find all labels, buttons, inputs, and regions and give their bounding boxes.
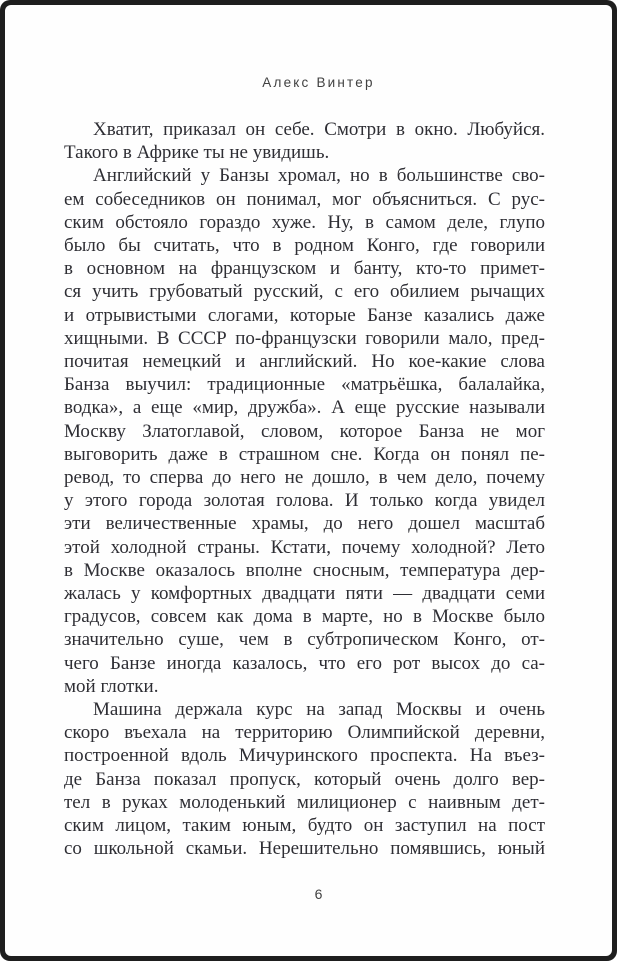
text-line: жалась у комфортных двадцати пяти — двадцати семи <box>64 583 545 605</box>
text-line: и отрывистыми слогами, которые Банзе казались даже <box>64 304 545 326</box>
text-line: этой холодной страны. Кстати, почему холодной? Лето <box>64 536 545 558</box>
paragraph <box>64 118 545 164</box>
text-line: ским обстояло гораздо хуже. Ну, в самом деле, глупо <box>64 211 545 233</box>
running-header-author: Алекс Винтер <box>262 75 375 90</box>
text-line: Английский у Банзы хромал, но в большинстве сво- <box>93 165 545 187</box>
text-line: Банза выучил: традиционные «матрьёшка, балалайка, <box>64 374 545 396</box>
text-line: водка», а еще «мир, дружба». А еще русские называли <box>64 397 545 419</box>
page-number: 6 <box>314 886 323 902</box>
text-line: чего Банзе иногда казалось, что его рот высох до са- <box>64 652 545 674</box>
text-line: ем собеседников он понимал, мог объясниться. С рус- <box>64 188 545 210</box>
text-line: было бы считать, что в родном Конго, где говорили <box>64 235 545 257</box>
paragraph <box>64 698 545 860</box>
text-line: градусов, совсем как дома в марте, но в Москве было <box>64 606 545 628</box>
text-line: построенной вдоль Мичуринского проспекта. На въез- <box>64 745 545 767</box>
text-line: в Москве оказалось вполне сносным, температура дер- <box>64 559 545 581</box>
text-line: почитая немецкий и английский. Но кое-какие слова <box>64 351 545 373</box>
text-line: выговорить даже в страшном сне. Когда он понял пе- <box>64 443 545 465</box>
text-line: скоро въехала на территорию Олимпийской деревни, <box>64 722 545 744</box>
text-line: со школьной скамьи. Нерешительно помявшись, юный <box>64 838 545 860</box>
text-line: Такого в Африке ты не увидишь. <box>64 142 330 164</box>
paragraph <box>64 164 545 698</box>
text-line: в основном на французском и банту, кто-то примет- <box>64 258 545 280</box>
text-line: эти величественные храмы, до него дошел масштаб <box>64 513 545 535</box>
text-line: тел в руках молоденький милиционер с наивным дет- <box>64 791 545 813</box>
body-text <box>64 118 545 861</box>
text-line: ревод, то сперва до него не дошло, в чем дело, почему <box>64 467 545 489</box>
text-line: мой глотки. <box>64 675 159 697</box>
text-line: де Банза показал пропуск, который очень долго вер- <box>64 768 545 790</box>
text-line: ся учить грубоватый русский, с его обилием рычащих <box>64 281 545 303</box>
book-page <box>5 5 612 956</box>
text-line: Хватит, приказал он себе. Смотри в окно. Любуйся. <box>93 119 545 140</box>
text-line: значительно суше, чем в субтропическом Конго, от- <box>64 629 545 651</box>
text-line: ским лицом, таким юным, будто он заступил на пост <box>64 815 545 837</box>
text-line: у этого города золотая голова. И только когда увидел <box>64 490 545 512</box>
text-line: Москву Златоглавой, словом, которое Банза не мог <box>64 420 545 442</box>
text-line: хищными. В СССР по-французски говорили мало, пред- <box>64 327 545 349</box>
text-line: Машина держала курс на запад Москвы и очень <box>93 699 545 721</box>
